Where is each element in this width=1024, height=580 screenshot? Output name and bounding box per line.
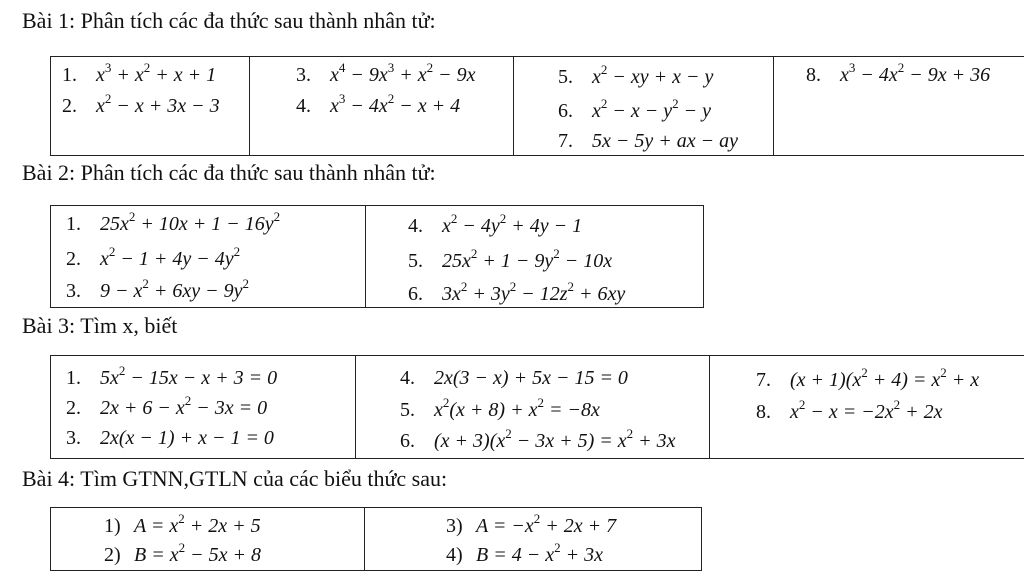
exercise-3-item: 1. $5x^2 - 15x - x + 3 = 0$	[66, 363, 278, 389]
column-divider	[709, 356, 710, 458]
exercise-1-item: 5. $x^2$ − xy + x − y	[558, 62, 714, 88]
exercise-4-title: Bài 4: Tìm GTNN,GTLN của các biểu thức sau:	[22, 466, 448, 491]
exercise-3-item: 5. $x^2(x + 8) + x^2 = -8x$	[400, 395, 600, 421]
column-divider	[365, 206, 366, 307]
exercise-1-item: 8. $x^3 - 4x^2 - 9x + 36$	[806, 60, 991, 86]
exercise-1-title: Bài 1: Phân tích các đa thức sau thành nhân tử:	[22, 8, 436, 33]
exercise-3-item: 7. $(x + 1)(x^2 + 4) = x^2 + x$	[756, 365, 980, 391]
exercise-3-item: 6. $(x + 3)(x^2 - 3x + 5) = x^2 + 3x$	[400, 426, 676, 452]
exercise-4-item: 3) $A = -x^2 + 2x + 7$	[446, 511, 617, 537]
exercise-2-title: Bài 2: Phân tích các đa thức sau thành nhân tử:	[22, 160, 436, 185]
exercise-3-item: 2. $2x + 6 - x^2 - 3x = 0$	[66, 393, 268, 419]
exercise-1-item: 7. 5x − 5y + ax − ay	[558, 130, 738, 152]
exercise-2-item: 5. $25x^2 + 1 - 9y^2 - 10x$	[408, 246, 613, 272]
exercise-1-item: 2. $x^2 - x + 3x - 3$	[62, 91, 220, 117]
exercise-1-item: 3. $x^4 - 9x^3 + x^2 - 9x$	[296, 60, 476, 86]
column-divider	[249, 57, 250, 155]
column-divider	[773, 57, 774, 155]
exercise-3-item: 4. 2x(3 − x) + 5x − 15 = 0	[400, 367, 628, 389]
exercise-1-item: 6. $x^2 - x - y^2 - y$	[558, 96, 712, 122]
exercise-3-item: 8. $x^2 - x = -2x^2 + 2x$	[756, 397, 943, 423]
column-divider	[513, 57, 514, 155]
exercise-1-item: 1. $x^3 + x^2 + x + 1$	[62, 60, 217, 86]
exercise-4-item: 2) $B = x^2 - 5x + 8$	[104, 540, 261, 566]
exercise-1-item: 4. $x^3 - 4x^2 - x + 4$	[296, 91, 461, 117]
exercise-3-title: Bài 3: Tìm x, biết	[22, 313, 178, 338]
exercise-3-item: 3. 2x(x − 1) + x − 1 = 0	[66, 427, 274, 449]
exercise-4-item: 1) $A = x^2 + 2x + 5$	[104, 511, 261, 537]
column-divider	[364, 508, 365, 570]
exercise-2-item: 1. $25x^2 + 10x + 1 - 16y^2$	[66, 209, 281, 235]
column-divider	[355, 356, 356, 458]
exercise-2-item: 4. $x^2 - 4y^2 + 4y - 1$	[408, 211, 583, 237]
exercise-2-item: 2. $x^2 - 1 + 4y - 4y^2$	[66, 244, 241, 270]
exercise-4-item: 4) $B = 4 - x^2 + 3x$	[446, 540, 603, 566]
exercise-2-item: 3. $9 - x^2 + 6xy - 9y^2$	[66, 276, 249, 302]
exercise-2-item: 6. $3x^2 + 3y^2 - 12z^2 + 6xy$	[408, 279, 626, 305]
